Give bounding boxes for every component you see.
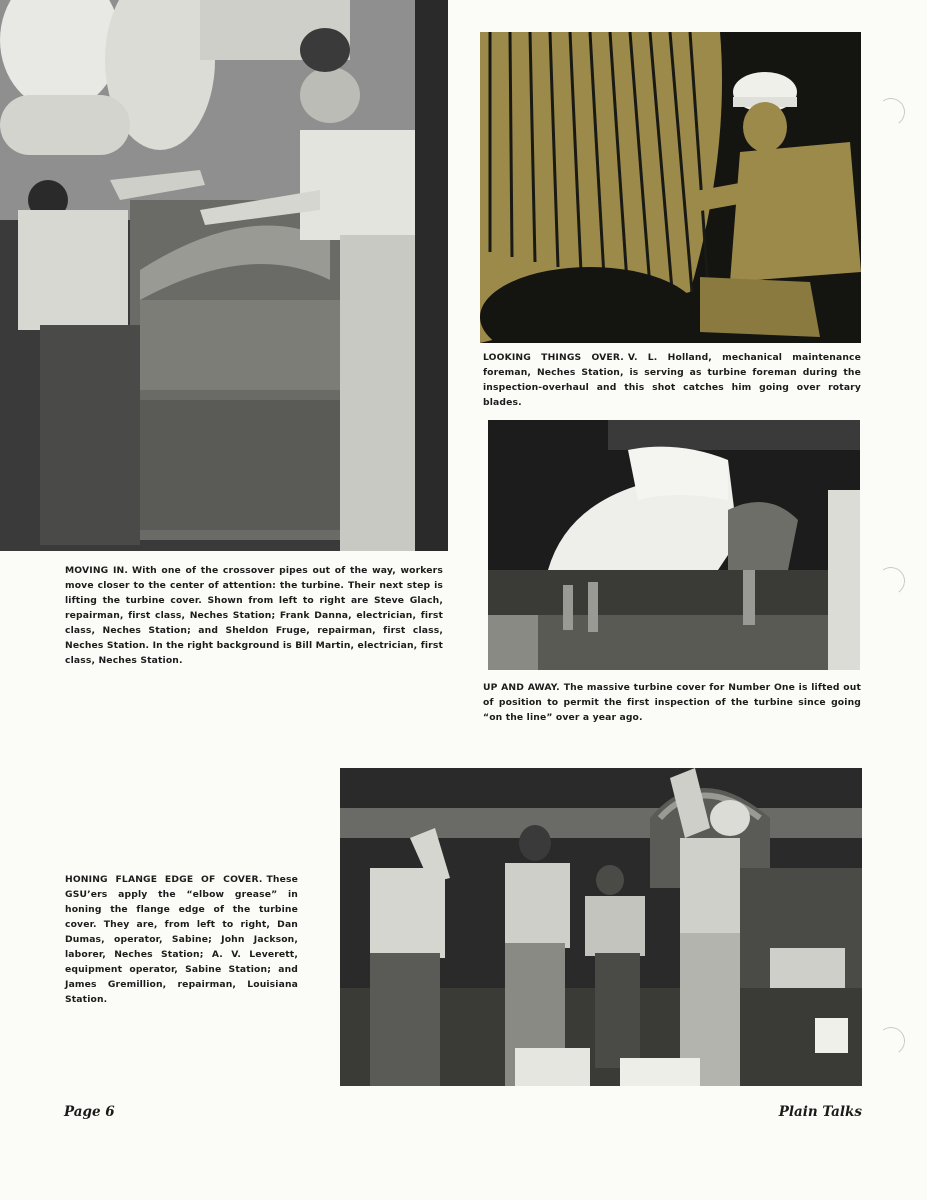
caption-body: With one of the crossover pipes out of the way, workers move closer to the center of attention: the turbine. Their next step is lifting the turbine cover. Shown from left to right are Steve Glach, repairman, first class, Neches Station; Frank Danna, electrician, first class, Neches Station; and Sheldon Fruge, repairman, first class, Neches Station. In the right background is Bill Martin, electrician, first class, Neches Station. [65,565,443,666]
binder-hole-bottom [875,1025,907,1057]
caption-lead: MOVING IN. [65,565,128,576]
photo-moving-in [0,0,448,551]
page-number: Page 6 [64,1104,115,1120]
binder-hole-top [875,96,907,128]
caption-looking-things-over [483,350,861,410]
caption-up-and-away [483,680,861,725]
caption-honing [65,872,298,1007]
caption-body: V. L. Holland, mechanical maintenance foreman, Neches Station, is serving as turbine foreman during the inspection-overhaul and this shot catches him going over rotary blades. [483,352,861,408]
caption-lead: LOOKING THINGS OVER. [483,352,624,363]
caption-lead: HONING FLANGE EDGE OF COVER. [65,874,263,885]
binder-hole-middle [875,565,907,597]
caption-moving-in [65,563,443,668]
photo-up-and-away [488,420,860,670]
caption-body: These GSU’ers apply the “elbow grease” in honing the flange edge of the turbine cover. They are, from left to right, Dan Dumas, operator, Sabine; John Jackson, laborer, Neches Station; A. V. Leverett, equipment operator, Sabine Station; and James Gremillion, repairman, Louisiana Station. [65,874,298,1005]
photo-looking-things-over [480,32,861,343]
photo-honing-flange [340,768,862,1086]
caption-body: The massive turbine cover for Number One is lifted out of position to permit the first inspection of the turbine since going “on the line” over a year ago. [483,682,861,723]
caption-lead: UP AND AWAY. [483,682,560,693]
publication-name: Plain Talks [778,1104,862,1120]
